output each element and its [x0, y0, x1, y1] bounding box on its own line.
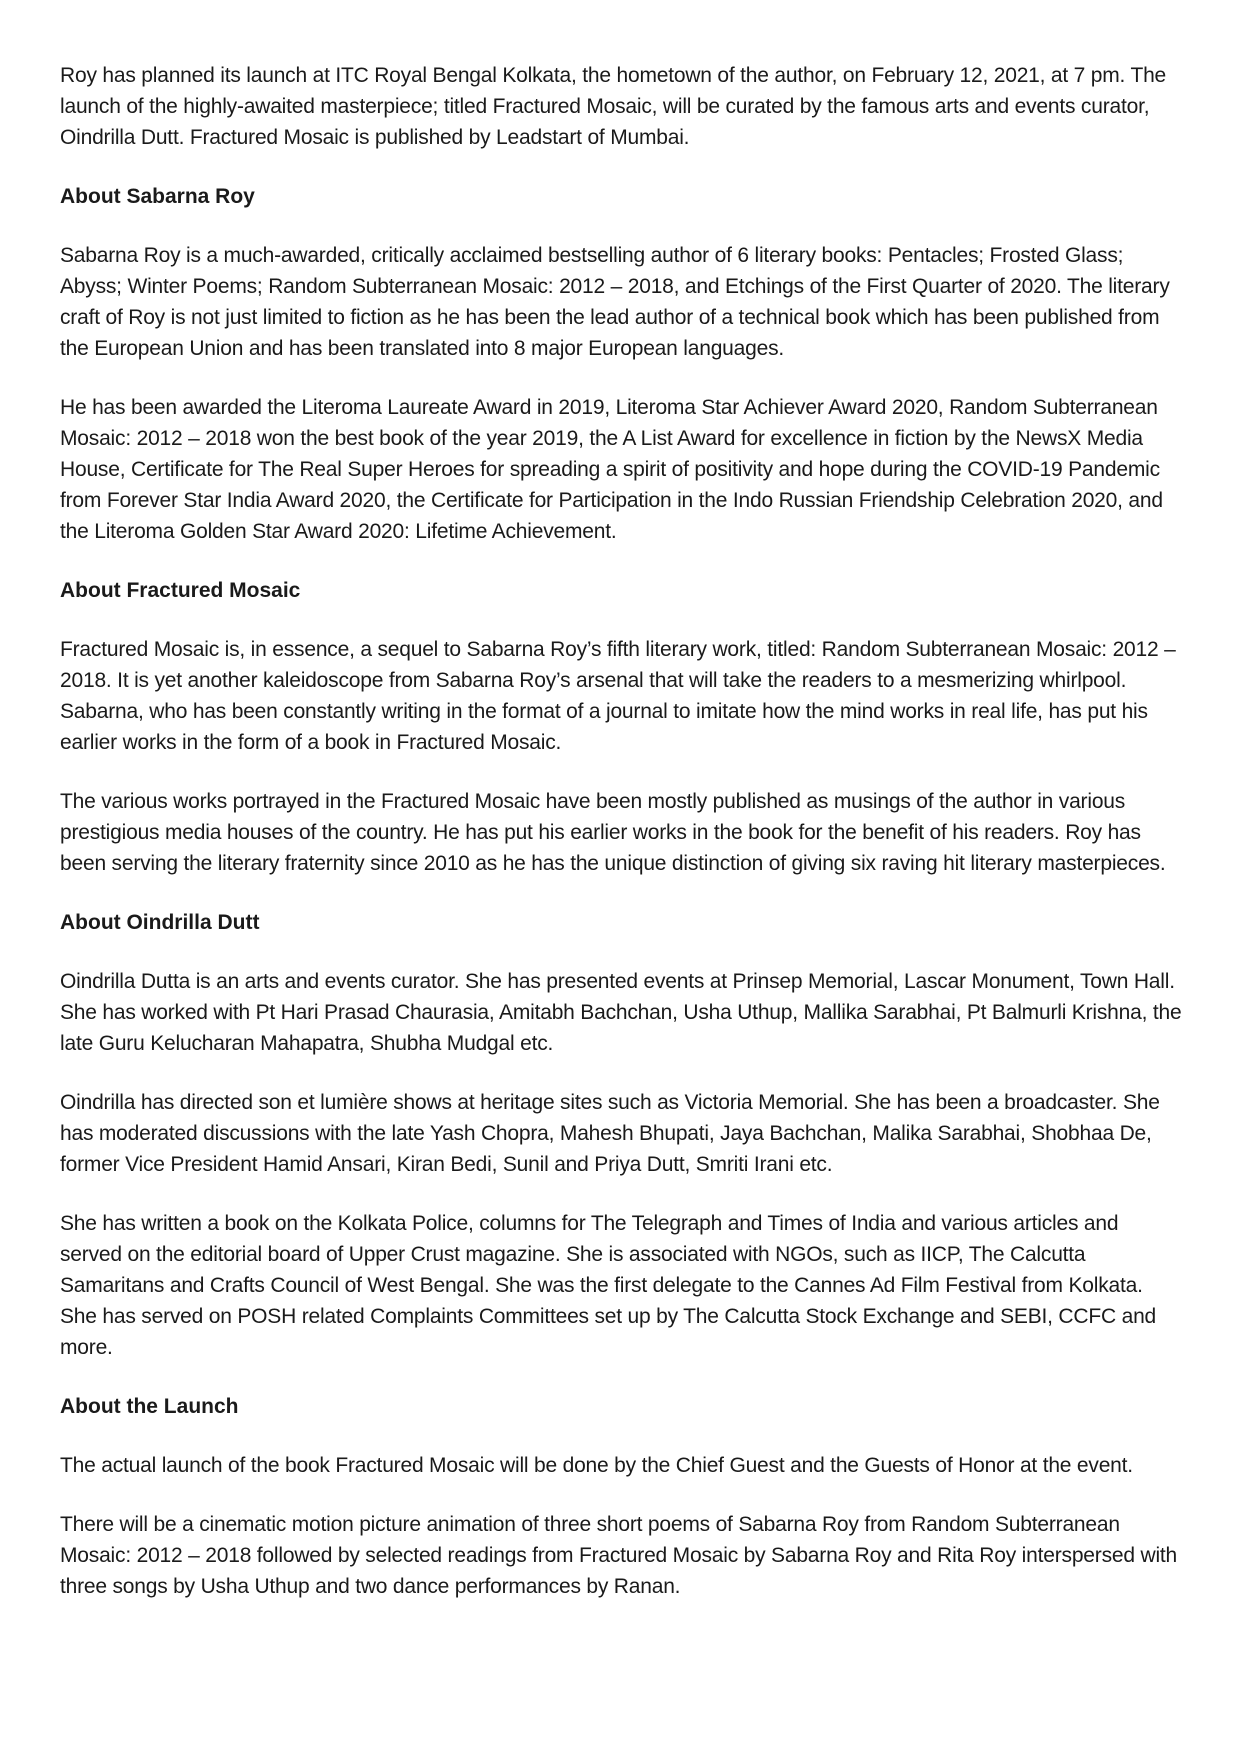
paragraph-dutt-broadcaster: Oindrilla has directed son et lumière shows at heritage sites such as Victoria Memorial. She has been a broadcaster. She has moderated discussions with the late Yash Chopra, Mahesh Bhupati, Jaya Bachchan, Malika Sarabhai, Shobhaa De, former Vice President Hamid Ansari, Kiran Bedi, Sunil and Priya Dutt, Smriti Irani etc. — [60, 1091, 1160, 1176]
paragraph-mosaic-works: The various works portrayed in the Fractured Mosaic have been mostly published as musings of the author in various prestigious media houses of the country. He has put his earlier works in the book for the benefit of his readers. Roy has been serving the literary fraternity since 2010 as he has the unique distinction of giving six raving hit literary masterpieces. — [60, 790, 1166, 875]
paragraph-launch-program: There will be a cinematic motion picture animation of three short poems of Sabarna Roy from Random Subterranean Mosaic: 2012 – 2018 followed by selected readings from Fractured Mosaic by Sabarna Roy and Rita Roy interspersed with three songs by Usha Uthup and two dance performances by Ranan. — [60, 1513, 1178, 1598]
heading-about-sabarna-roy: About Sabarna Roy — [60, 185, 255, 208]
heading-about-fractured-mosaic: About Fractured Mosaic — [60, 579, 301, 602]
paragraph-mosaic-sequel: Fractured Mosaic is, in essence, a sequel to Sabarna Roy’s fifth literary work, titled: Random Subterranean Mosaic: 2012 – 2018. It is yet another kaleidoscope from Sabarna Roy’s arsenal that will take the readers to a mesmerizing whirlpool. Sabarna, who has been constantly writing in the format of a journal to imitate how the mind works in real life, has put his earlier works in the form of a book in Fractured Mosaic. — [60, 638, 1176, 754]
heading-about-the-launch: About the Launch — [60, 1395, 239, 1418]
paragraph-launch-guests: The actual launch of the book Fractured Mosaic will be done by the Chief Guest and the Guests of Honor at the event. — [60, 1454, 1133, 1477]
heading-about-oindrilla-dutt: About Oindrilla Dutt — [60, 911, 260, 934]
paragraph-dutt-writer: She has written a book on the Kolkata Police, columns for The Telegraph and Times of India and various articles and served on the editorial board of Upper Crust magazine. She is associated with NGOs, such as IICP, The Calcutta Samaritans and Crafts Council of West Bengal. She was the first delegate to the Cannes Ad Film Festival from Kolkata. She has served on POSH related Complaints Committees set up by The Calcutta Stock Exchange and SEBI, CCFC and more. — [60, 1212, 1157, 1359]
paragraph-roy-awards: He has been awarded the Literoma Laureate Award in 2019, Literoma Star Achiever Award 2020, Random Subterranean Mosaic: 2012 – 2018 won the best book of the year 2019, the A List Award for excellence in fiction by the NewsX Media House, Certificate for The Real Super Heroes for spreading a spirit of positivity and hope during the COVID-19 Pandemic from Forever Star India Award 2020, the Certificate for Participation in the Indo Russian Friendship Celebration 2020, and the Literoma Golden Star Award 2020: Lifetime Achievement. — [60, 396, 1163, 543]
paragraph-launch-intro: Roy has planned its launch at ITC Royal Bengal Kolkata, the hometown of the author, on February 12, 2021, at 7 pm. The launch of the highly-awaited masterpiece; titled Fractured Mosaic, will be curated by the famous arts and events curator, Oindrilla Dutt. Fractured Mosaic is published by Leadstart of Mumbai. — [60, 64, 1167, 149]
paragraph-dutt-curator: Oindrilla Dutta is an arts and events curator. She has presented events at Prinsep Memorial, Lascar Monument, Town Hall. She has worked with Pt Hari Prasad Chaurasia, Amitabh Bachchan, Usha Uthup, Mallika Sarabhai, Pt Balmurli Krishna, the late Guru Kelucharan Mahapatra, Shubha Mudgal etc. — [60, 970, 1182, 1055]
paragraph-roy-books: Sabarna Roy is a much-awarded, critically acclaimed bestselling author of 6 literary books: Pentacles; Frosted Glass; Abyss; Winter Poems; Random Subterranean Mosaic: 2012 – 2018, and Etchings of the First Quarter of 2020. The literary craft of Roy is not just limited to fiction as he has been the lead author of a technical book which has been published from the European Union and has been translated into 8 major European languages. — [60, 244, 1170, 360]
